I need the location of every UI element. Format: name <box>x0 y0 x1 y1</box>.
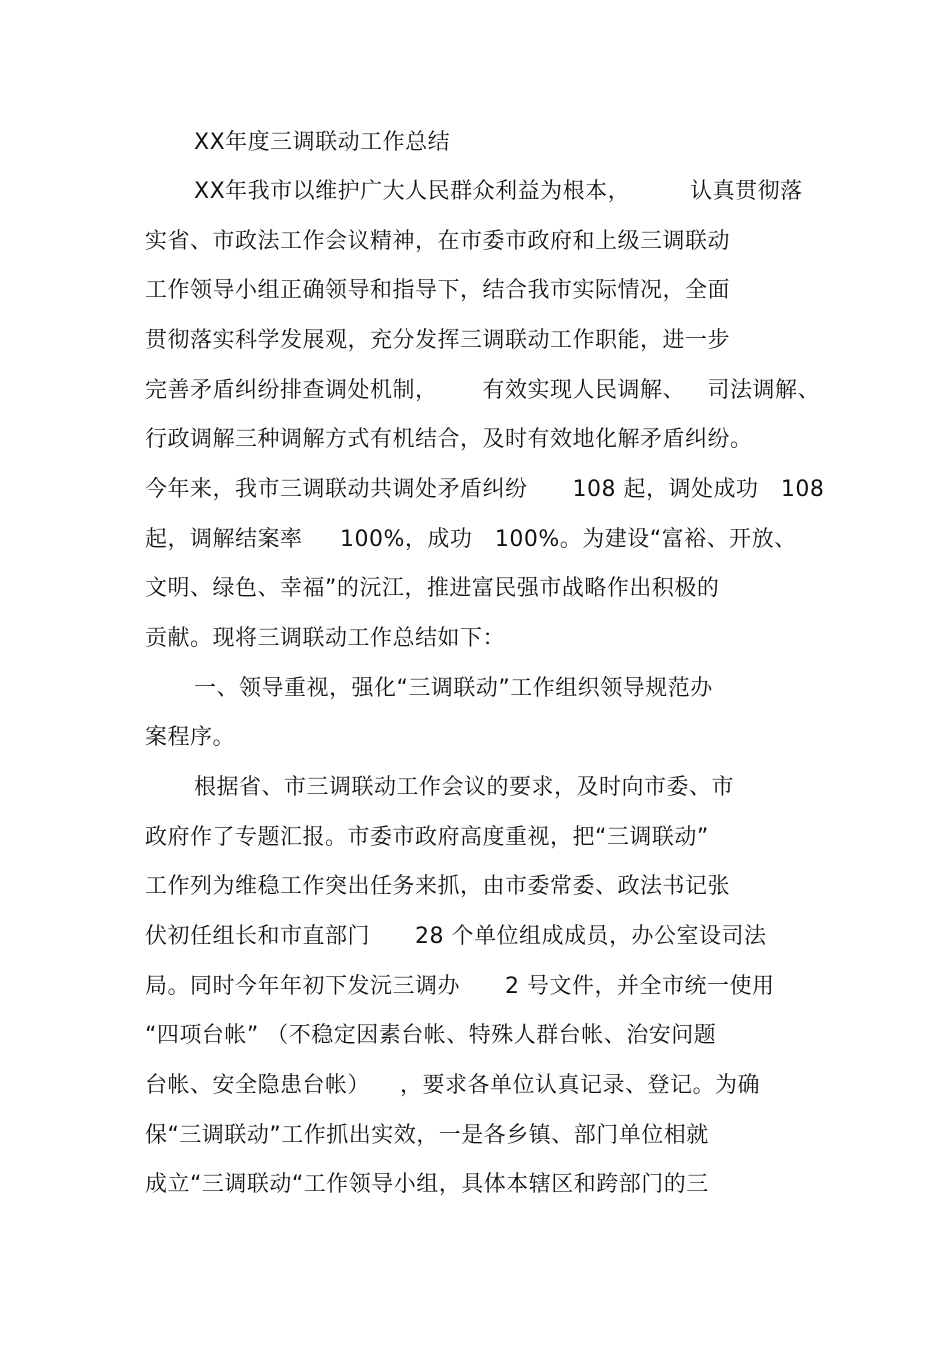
paragraph-line: 行政调解三种调解方式有机结合，及时有效地化解矛盾纠纷。 <box>145 427 753 452</box>
paragraph-line: 工作领导小组正确领导和指导下，结合我市实际情况，全面 <box>145 278 731 303</box>
section-heading-line: 案程序。 <box>145 725 236 750</box>
paragraph-line: 起，调解结案率 100%，成功 100%。为建设“富裕、开放、 <box>145 527 797 552</box>
paragraph-line: 保“三调联动”工作抓出实效，一是各乡镇、部门单位相就 <box>145 1123 709 1148</box>
paragraph-line: XX年我市以维护广大人民群众利益为根本， 认真贯彻落 <box>194 179 803 204</box>
paragraph-line: 贯彻落实科学发展观，充分发挥三调联动工作职能，进一步 <box>145 328 731 353</box>
paragraph-line: 工作列为维稳工作突出任务来抓，由市委常委、政法书记张 <box>145 874 731 899</box>
paragraph-line: 局。同时今年年初下发沅三调办 2 号文件，并全市统一使用 <box>145 974 775 999</box>
paragraph-line: “四项台帐” （不稳定因素台帐、特殊人群台帐、治安问题 <box>145 1023 717 1048</box>
paragraph-line: 根据省、市三调联动工作会议的要求，及时向市委、市 <box>194 775 735 800</box>
paragraph-line: 政府作了专题汇报。市委市政府高度重视，把“三调联动” <box>145 825 709 850</box>
paragraph-line: 实省、市政法工作会议精神，在市委市政府和上级三调联动 <box>145 229 731 254</box>
section-heading-line: 一、领导重视，强化“三调联动”工作组织领导规范办 <box>194 676 713 701</box>
paragraph-line: 伏初任组长和市直部门 28 个单位组成成员，办公室设司法 <box>145 924 767 949</box>
paragraph-line: 完善矛盾纠纷排查调处机制， 有效实现人民调解、 司法调解、 <box>145 378 820 403</box>
paragraph-line: 文明、绿色、幸福”的沅江，推进富民强市战略作出积极的 <box>145 576 720 601</box>
document-title: XX年度三调联动工作总结 <box>194 130 451 155</box>
paragraph-line: 台帐、安全隐患台帐） ，要求各单位认真记录、登记。为确 <box>145 1073 760 1098</box>
paragraph-line: 成立“三调联动“工作领导小组，具体本辖区和跨部门的三 <box>145 1172 709 1197</box>
paragraph-line: 今年来，我市三调联动共调处矛盾纠纷 108 起，调处成功 108 <box>145 477 825 502</box>
paragraph-line: 贡献。现将三调联动工作总结如下： <box>145 626 506 651</box>
